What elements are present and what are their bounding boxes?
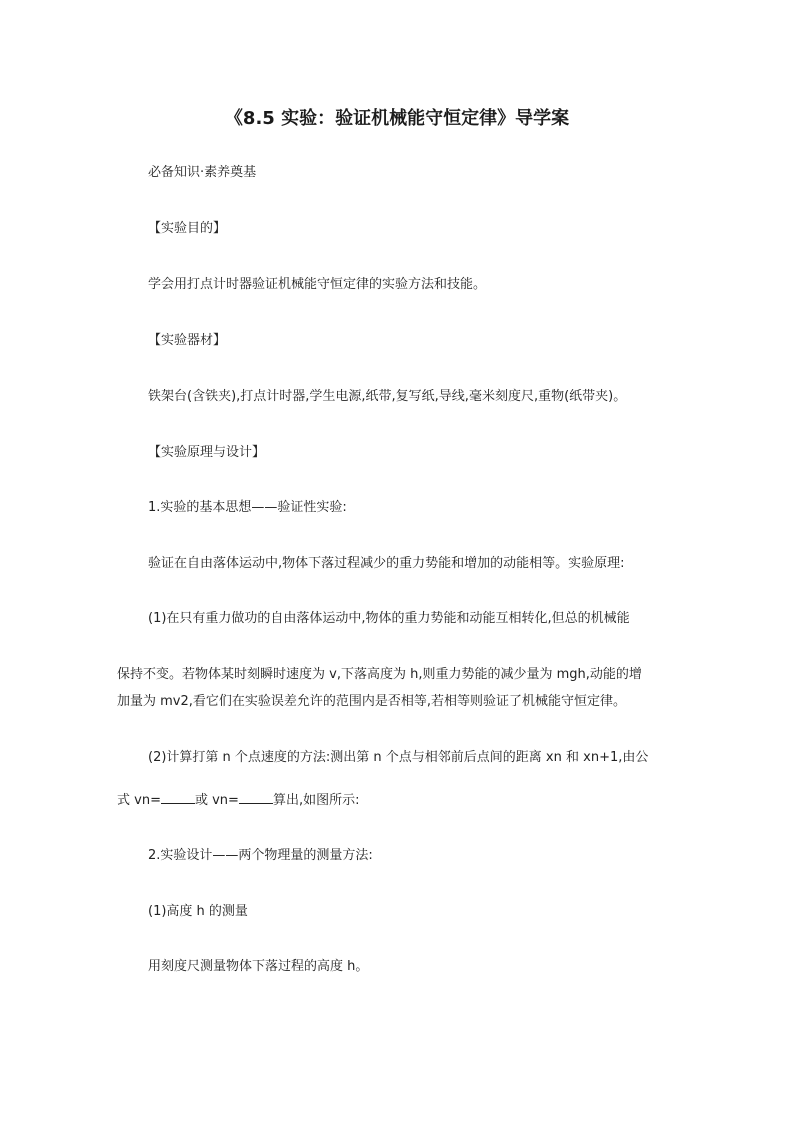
purpose-heading: 【实验目的】 <box>148 221 227 236</box>
height-text: 用刻度尺测量物体下落过程的高度 h。 <box>148 959 369 974</box>
document-title: 《8.5 实验：验证机械能守恒定律》导学案 <box>224 108 570 129</box>
principle-2-line-1: (2)计算打第 n 个点速度的方法:测出第 n 个点与相邻前后点间的距离 xn 和 xn+1,由公 <box>148 750 649 765</box>
idea-heading: 1.实验的基本思想——验证性实验: <box>148 500 347 515</box>
idea-text: 验证在自由落体运动中,物体下落过程减少的重力势能和增加的动能相等。实验原理: <box>148 556 625 571</box>
principle-1-line-3: 加量为 mv2,看它们在实验误差允许的范围内是否相等,若相等则验证了机械能守恒定律。 <box>117 694 627 709</box>
formula-prefix-2: 或 vn= <box>194 793 239 808</box>
principle-2-line-2 <box>117 791 359 811</box>
principle-1-line-2: 保持不变。若物体某时刻瞬时速度为 v,下落高度为 h,则重力势能的减少量为 mgh,动能的增 <box>117 667 642 682</box>
formula-suffix: 算出,如图所示: <box>272 793 360 808</box>
equipment-text: 铁架台(含铁夹),打点计时器,学生电源,纸带,复写纸,导线,毫米刻度尺,重物(纸带夹)。 <box>148 389 627 404</box>
principle-1-line-1: (1)在只有重力做功的自由落体运动中,物体的重力势能和动能互相转化,但总的机械能 <box>148 611 630 626</box>
purpose-text: 学会用打点计时器验证机械能守恒定律的实验方法和技能。 <box>148 277 487 292</box>
design-heading: 2.实验设计——两个物理量的测量方法: <box>148 848 373 863</box>
formula-prefix-1: 式 vn= <box>117 793 161 808</box>
principle-heading: 【实验原理与设计】 <box>148 445 266 460</box>
equipment-heading: 【实验器材】 <box>148 333 227 348</box>
answer-blank-1 <box>161 791 195 804</box>
height-heading: (1)高度 h 的测量 <box>148 904 248 919</box>
answer-blank-2 <box>239 791 273 804</box>
section-heading: 必备知识·素养奠基 <box>148 165 257 180</box>
